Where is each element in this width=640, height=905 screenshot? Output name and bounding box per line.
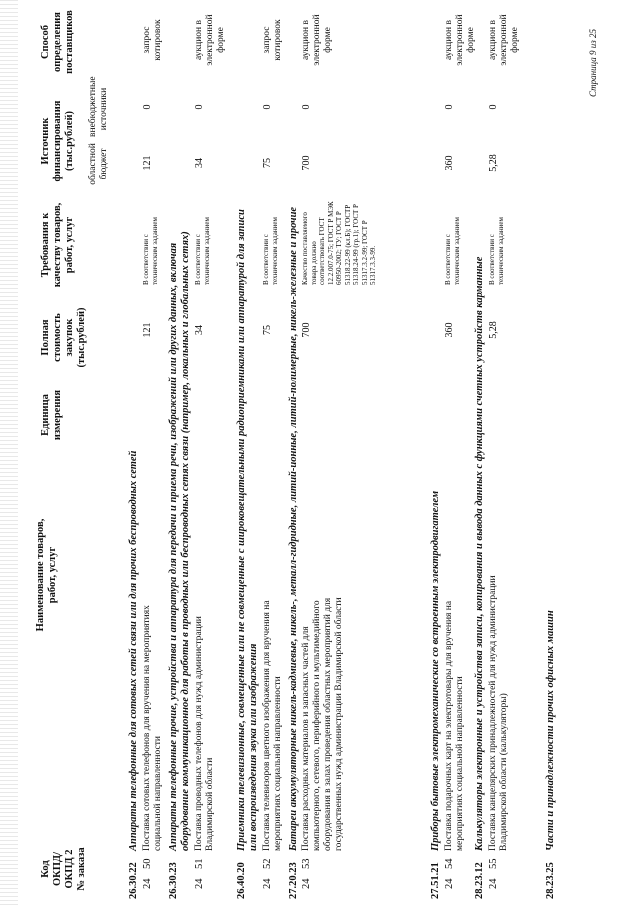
row-extrabudget: 0 xyxy=(444,104,455,110)
row-cost: 360 xyxy=(444,322,455,338)
row-extrabudget: 0 xyxy=(488,104,499,110)
section-code: 27.20.23 xyxy=(288,862,299,899)
row-extrabudget: 0 xyxy=(194,104,205,110)
row-description: Поставка канцелярских принадлежностей для нужд администрации Владимирской области (калькуляторы) xyxy=(488,575,509,851)
row-budget: 700 xyxy=(301,155,312,171)
section-code: 26.40.20 xyxy=(236,862,247,899)
header-cost: Полная стоимость закупок (тыс.рублей) xyxy=(40,307,87,368)
row-number: 53 xyxy=(301,858,312,869)
header-method: Способ определения поставщиков xyxy=(40,10,75,74)
row-cost: 75 xyxy=(262,325,273,335)
row-requirements: В соответствии с техническим заданием xyxy=(444,217,461,285)
row-number: 55 xyxy=(488,858,499,869)
section-title: Приемники телевизионные, совмещенные или не совмещенные с широковещательными радиоприемниками или аппаратурой для записи или воспроизведения звука или изображения xyxy=(236,209,259,851)
row-description: Поставка телевизоров цветного изображения для вручения на мероприятиях социальной направленности xyxy=(262,600,283,851)
header-funding: Источник финансирования (тыс.рублей) xyxy=(40,100,75,182)
row-extrabudget: 0 xyxy=(142,104,153,110)
row-cost: 121 xyxy=(142,322,153,338)
page-number: Страница 9 из 25 xyxy=(588,29,598,97)
row-cost: 700 xyxy=(301,322,312,338)
section-title: Батареи аккумуляторные никель-кадмиевые, никель-, металл-гидридные, литий-ионные, литий-полимерные, никель-железные и прочие xyxy=(288,206,299,851)
row-number: 24 xyxy=(194,878,205,889)
row-description: Поставка подарочных карт на электротовары для вручения на мероприятиях социальной направленности xyxy=(444,600,465,851)
row-method: аукцион в электронной форме xyxy=(488,14,520,66)
header-unit: Единица измерения xyxy=(40,389,63,441)
header-code-order: № заказа xyxy=(76,847,87,891)
row-budget: 34 xyxy=(194,158,205,168)
header-name: Наименование товаров, работ, услуг xyxy=(35,518,58,632)
row-extrabudget: 0 xyxy=(301,104,312,110)
row-extrabudget: 0 xyxy=(262,104,273,110)
row-number: 24 xyxy=(301,878,312,889)
row-description: Поставка расходных материалов и запасных частей для компьютерного, сетевого, периферийного и мультимедийного оборудования в залах проведения областных мероприятий для государственных нужд администрации Владимирской области xyxy=(301,597,344,851)
row-requirements: Качество поставляемого товара должно соответствовать ГОСТ 12.2.007.0-75; ГОСТ Р МЭК 60950-2002; ТУ; ГОСТ Р 51318.22-99 (кл.Б); ГОСТР 51318.24-99 (гр.1); ГОСТ Р 51317.3.2-99; ГОСТ Р 51317.3.3-99. xyxy=(301,201,377,285)
row-description: Поставка сотовых телефонов для вручения на мероприятиях социальной направленности xyxy=(142,605,163,851)
row-number: 24 xyxy=(142,878,153,889)
section-code: 26.30.22 xyxy=(128,862,139,899)
section-title: Аппараты телефонные для сотовых сетей связи или для прочих беспроводных сетей xyxy=(128,450,139,851)
row-requirements: В соответствии с техническим заданием xyxy=(262,217,279,285)
row-requirements: В соответствии с техническим заданием xyxy=(194,217,211,285)
section-code: 27.51.21 xyxy=(430,862,441,899)
row-method: запрос котировок xyxy=(142,19,163,61)
row-number: 52 xyxy=(262,858,273,869)
section-title: Приборы бытовые электромеханические со встроенным электродвигателем xyxy=(430,490,441,851)
row-number: 24 xyxy=(444,878,455,889)
header-funding-extrabudget: внебюджетные источники xyxy=(88,76,109,137)
section-code: 28.23.25 xyxy=(545,862,556,899)
row-budget: 121 xyxy=(142,155,153,171)
row-requirements: В соответствии с техническим заданием xyxy=(488,217,505,285)
section-code: 28.23.12 xyxy=(474,862,485,899)
row-method: аукцион в электронной форме xyxy=(301,14,333,66)
row-cost: 5,28 xyxy=(488,321,499,339)
row-method: аукцион в электронной форме xyxy=(444,14,476,66)
row-budget: 75 xyxy=(262,158,273,168)
section-code: 26.30.23 xyxy=(168,862,179,899)
section-title: Аппараты телефонные прочие, устройства и аппаратура для передачи и приема речи, изображений или других данных, включая оборудование коммуникационное для работы в проводных или беспроводных сетях связи (например, локальных и глобальных сетях) xyxy=(168,231,191,851)
row-requirements: В соответствии с техническим заданием xyxy=(142,217,159,285)
row-method: запрос котировок xyxy=(262,19,283,61)
row-method: аукцион в электронной форме xyxy=(194,14,226,66)
row-number: 24 xyxy=(488,878,499,889)
row-budget: 5,28 xyxy=(488,154,499,172)
header-code: Код ОКПД/ ОКПД 2 № заказа xyxy=(40,839,88,899)
scan-noise xyxy=(0,0,18,905)
row-number: 54 xyxy=(444,858,455,869)
header-funding-budget: областной бюджет xyxy=(88,143,109,185)
row-budget: 360 xyxy=(444,155,455,171)
row-description: Поставка проводных телефонов для нужд администрации Владимирской области xyxy=(194,616,215,851)
section-title: Части и принадлежности прочих офисных машин xyxy=(545,610,556,851)
section-title: Калькуляторы электронные и устройства записи, копирования и вывода данных с функциями счетных устройств карманные xyxy=(474,256,485,851)
row-number: 51 xyxy=(194,858,205,869)
row-number: 24 xyxy=(262,878,273,889)
row-number: 50 xyxy=(142,858,153,869)
header-requirements: Требования к качеству товаров, работ, услуг xyxy=(40,202,75,288)
row-cost: 34 xyxy=(194,325,205,335)
